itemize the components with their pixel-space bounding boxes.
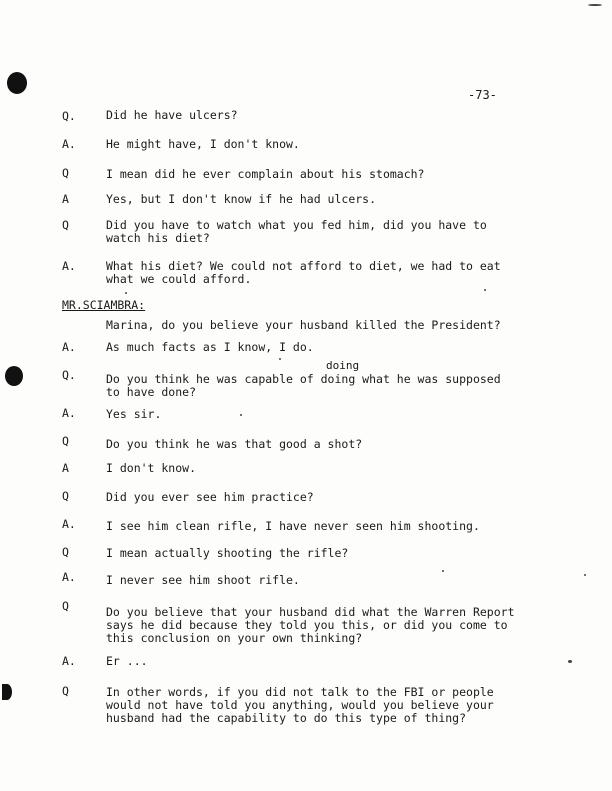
punch-hole-bottom bbox=[2, 684, 12, 700]
punch-hole-middle bbox=[5, 366, 23, 386]
scan-speck bbox=[588, 4, 602, 6]
dialogue-text: I mean actually shooting the rifle? bbox=[106, 546, 349, 560]
dialogue-text: Do you think he was capable of doing what he was supposed to have done? bbox=[106, 372, 501, 399]
dialogue-text: I see him clean rifle, I have never seen him shooting. bbox=[106, 519, 480, 533]
scan-speck bbox=[442, 570, 444, 572]
dialogue-text: I never see him shoot rifle. bbox=[106, 573, 300, 587]
dialogue-text: Did you ever see him practice? bbox=[106, 490, 314, 504]
speaker-label: A bbox=[62, 461, 69, 475]
dialogue-text: Marina, do you believe your husband killed the President? bbox=[106, 318, 501, 332]
dialogue-text: Do you think he was that good a shot? bbox=[106, 437, 363, 451]
speaker-label: A. bbox=[62, 406, 76, 420]
scan-speck bbox=[568, 660, 572, 663]
speaker-label: Q bbox=[62, 218, 69, 232]
dialogue-text: Yes, but I don't know if he had ulcers. bbox=[106, 192, 377, 206]
dialogue-text: What his diet? We could not afford to diet, we had to eat what we could afford. bbox=[106, 259, 501, 286]
dialogue-text: As much facts as I know, I do. bbox=[106, 340, 314, 354]
punch-hole-top bbox=[7, 72, 27, 94]
dialogue-text: Did he have ulcers? bbox=[106, 108, 238, 122]
scan-speck bbox=[484, 289, 486, 291]
speaker-label: A. bbox=[62, 259, 76, 273]
speaker-label: Q bbox=[62, 545, 69, 559]
page-number: -73- bbox=[468, 88, 497, 102]
dialogue-text: Did you have to watch what you fed him, did you have to watch his diet? bbox=[106, 218, 487, 245]
dialogue-text: He might have, I don't know. bbox=[106, 137, 300, 151]
speaker-label: Q bbox=[62, 434, 69, 448]
dialogue-text: Er ... bbox=[106, 654, 148, 668]
scan-speck bbox=[279, 358, 281, 360]
speaker-label: A. bbox=[62, 570, 76, 584]
interlineation: doing bbox=[326, 359, 360, 372]
scan-speck bbox=[125, 292, 127, 294]
speaker-label: Q. bbox=[62, 368, 76, 382]
speaker-label: Q bbox=[62, 166, 69, 180]
speaker-label: A. bbox=[62, 137, 76, 151]
speaker-label: A. bbox=[62, 517, 76, 531]
dialogue-text: Yes sir. bbox=[106, 407, 162, 421]
speaker-label: Q bbox=[62, 684, 69, 698]
speaker-label: Q. bbox=[62, 109, 76, 123]
dialogue-text: I don't know. bbox=[106, 461, 197, 475]
dialogue-text: Do you believe that your husband did what the Warren Report says he did because they told you this, or did you come to this conclusion on your own thinking? bbox=[106, 605, 515, 645]
dialogue-text: In other words, if you did not talk to the FBI or people would not have told you anything, would you believe your husband had the capability to do this type of thing? bbox=[106, 685, 494, 725]
dialogue-text: I mean did he ever complain about his stomach? bbox=[106, 167, 425, 181]
speaker-label: A bbox=[62, 192, 69, 206]
speaker-label: A. bbox=[62, 654, 76, 668]
speaker-label: Q bbox=[62, 599, 69, 613]
speaker-label: A. bbox=[62, 340, 76, 354]
scan-speck bbox=[584, 574, 586, 576]
section-heading: MR.SCIAMBRA: bbox=[62, 298, 146, 312]
speaker-label: Q bbox=[62, 489, 69, 503]
